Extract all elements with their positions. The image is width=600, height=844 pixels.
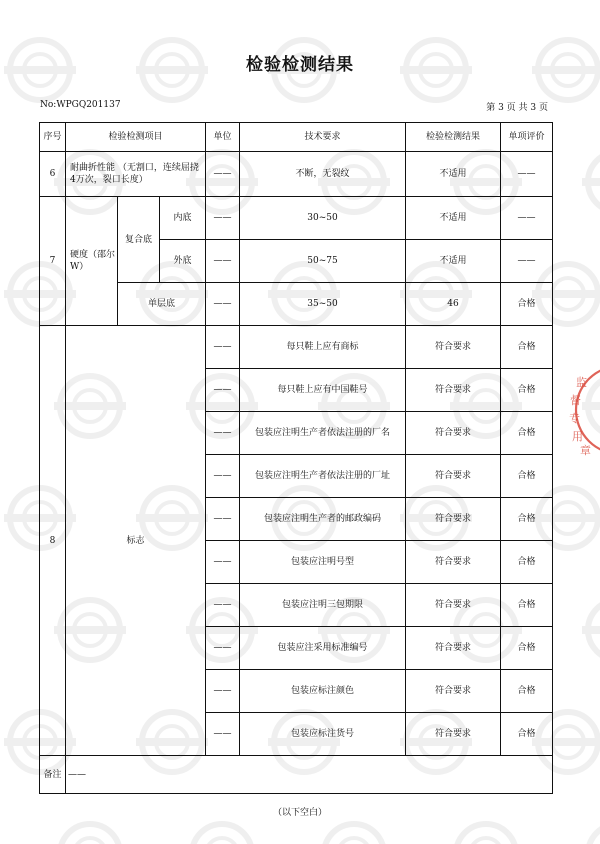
row8-unit: —— bbox=[206, 670, 240, 713]
row8-evaluation: 合格 bbox=[501, 326, 553, 369]
row7-outer-evaluation: —— bbox=[501, 240, 553, 283]
row8-result: 符合要求 bbox=[406, 584, 501, 627]
row8-requirement: 包装应注明号型 bbox=[240, 541, 406, 584]
row8-unit: —— bbox=[206, 326, 240, 369]
svg-text:督: 督 bbox=[570, 394, 581, 407]
watermark-mark bbox=[582, 152, 600, 212]
row8-result: 符合要求 bbox=[406, 369, 501, 412]
row8-evaluation: 合格 bbox=[501, 412, 553, 455]
row8-evaluation: 合格 bbox=[501, 369, 553, 412]
row7-single-unit: —— bbox=[206, 283, 240, 326]
row6-result: 不适用 bbox=[406, 152, 501, 197]
row8-unit: —— bbox=[206, 627, 240, 670]
row8-evaluation: 合格 bbox=[501, 498, 553, 541]
watermark-mark bbox=[582, 600, 600, 660]
row8-evaluation: 合格 bbox=[501, 670, 553, 713]
page-title: 检验检测结果 bbox=[246, 55, 354, 75]
row8-item: 标志 bbox=[66, 326, 206, 756]
row7-outer-sub: 外底 bbox=[160, 240, 206, 283]
svg-text:用: 用 bbox=[572, 430, 583, 443]
row7-inner-unit: —— bbox=[206, 197, 240, 240]
row7-single-sub: 单层底 bbox=[118, 283, 206, 326]
row8-requirement: 每只鞋上应有中国鞋号 bbox=[240, 369, 406, 412]
official-seal bbox=[562, 360, 600, 460]
row8-evaluation: 合格 bbox=[501, 627, 553, 670]
header-item: 检验检测项目 bbox=[66, 123, 206, 152]
watermark-mark bbox=[318, 824, 390, 844]
table-row-note bbox=[40, 756, 553, 794]
row7-outer-requirement: 50~75 bbox=[240, 240, 406, 283]
row8-unit: —— bbox=[206, 369, 240, 412]
table-row bbox=[40, 326, 553, 369]
row8-result: 符合要求 bbox=[406, 541, 501, 584]
row8-unit: —— bbox=[206, 713, 240, 756]
svg-text:章: 章 bbox=[580, 444, 591, 457]
row7-outer-result: 不适用 bbox=[406, 240, 501, 283]
row7-inner-requirement: 30~50 bbox=[240, 197, 406, 240]
row7-item: 硬度（邵尔W） bbox=[66, 197, 118, 326]
row8-result: 符合要求 bbox=[406, 412, 501, 455]
row8-unit: —— bbox=[206, 541, 240, 584]
row8-requirement: 包装应标注货号 bbox=[240, 713, 406, 756]
row8-seq: 8 bbox=[40, 326, 66, 756]
svg-text:监: 监 bbox=[576, 376, 587, 389]
row7-single-result: 46 bbox=[406, 283, 501, 326]
header-result: 检验检测结果 bbox=[406, 123, 501, 152]
header-requirement: 技术要求 bbox=[240, 123, 406, 152]
row8-result: 符合要求 bbox=[406, 713, 501, 756]
row8-result: 符合要求 bbox=[406, 670, 501, 713]
row6-requirement: 不断，无裂纹 bbox=[240, 152, 406, 197]
row7-inner-evaluation: —— bbox=[501, 197, 553, 240]
header-evaluation: 单项评价 bbox=[501, 123, 553, 152]
page-indicator: 第 3 页 共 3 页 bbox=[486, 103, 548, 113]
table-row bbox=[40, 152, 553, 197]
header-unit: 单位 bbox=[206, 123, 240, 152]
row8-requirement: 包装应注采用标准编号 bbox=[240, 627, 406, 670]
row8-result: 符合要求 bbox=[406, 326, 501, 369]
note-value: —— bbox=[66, 756, 553, 794]
row8-unit: —— bbox=[206, 455, 240, 498]
footer-blank-note: （以下空白） bbox=[272, 808, 327, 818]
row7-outer-unit: —— bbox=[206, 240, 240, 283]
row8-requirement: 每只鞋上应有商标 bbox=[240, 326, 406, 369]
row7-single-requirement: 35~50 bbox=[240, 283, 406, 326]
row6-evaluation: —— bbox=[501, 152, 553, 197]
row8-evaluation: 合格 bbox=[501, 455, 553, 498]
row8-requirement: 包装应注明生产者依法注册的厂名 bbox=[240, 412, 406, 455]
row7-inner-sub: 内底 bbox=[160, 197, 206, 240]
row8-result: 符合要求 bbox=[406, 627, 501, 670]
row6-unit: —— bbox=[206, 152, 240, 197]
result-table bbox=[39, 122, 553, 794]
watermark-mark bbox=[186, 824, 258, 844]
row7-composite: 复合底 bbox=[118, 197, 160, 283]
watermark-mark bbox=[450, 824, 522, 844]
row8-requirement: 包装应注明生产者的邮政编码 bbox=[240, 498, 406, 541]
row7-single-evaluation: 合格 bbox=[501, 283, 553, 326]
note-label: 备注 bbox=[40, 756, 66, 794]
row8-unit: —— bbox=[206, 584, 240, 627]
row8-evaluation: 合格 bbox=[501, 584, 553, 627]
row8-unit: —— bbox=[206, 498, 240, 541]
table-row bbox=[40, 197, 553, 240]
row8-requirement: 包装应标注颜色 bbox=[240, 670, 406, 713]
row8-result: 符合要求 bbox=[406, 498, 501, 541]
svg-text:专: 专 bbox=[569, 412, 580, 425]
row8-result: 符合要求 bbox=[406, 455, 501, 498]
report-number: No:WPGQ201137 bbox=[40, 100, 121, 110]
row8-evaluation: 合格 bbox=[501, 541, 553, 584]
row7-seq: 7 bbox=[40, 197, 66, 326]
watermark-mark bbox=[582, 376, 600, 436]
row7-inner-result: 不适用 bbox=[406, 197, 501, 240]
row8-unit: —— bbox=[206, 412, 240, 455]
row8-requirement: 包装应注明三包期限 bbox=[240, 584, 406, 627]
table-header-row bbox=[40, 123, 553, 152]
row8-requirement: 包装应注明生产者依法注册的厂址 bbox=[240, 455, 406, 498]
watermark-mark bbox=[582, 824, 600, 844]
header-seq: 序号 bbox=[40, 123, 66, 152]
row8-evaluation: 合格 bbox=[501, 713, 553, 756]
watermark-mark bbox=[54, 824, 126, 844]
row6-seq: 6 bbox=[40, 152, 66, 197]
row6-item: 耐曲折性能 （无割口，连续屈挠4万次，裂口长度） bbox=[66, 152, 206, 197]
